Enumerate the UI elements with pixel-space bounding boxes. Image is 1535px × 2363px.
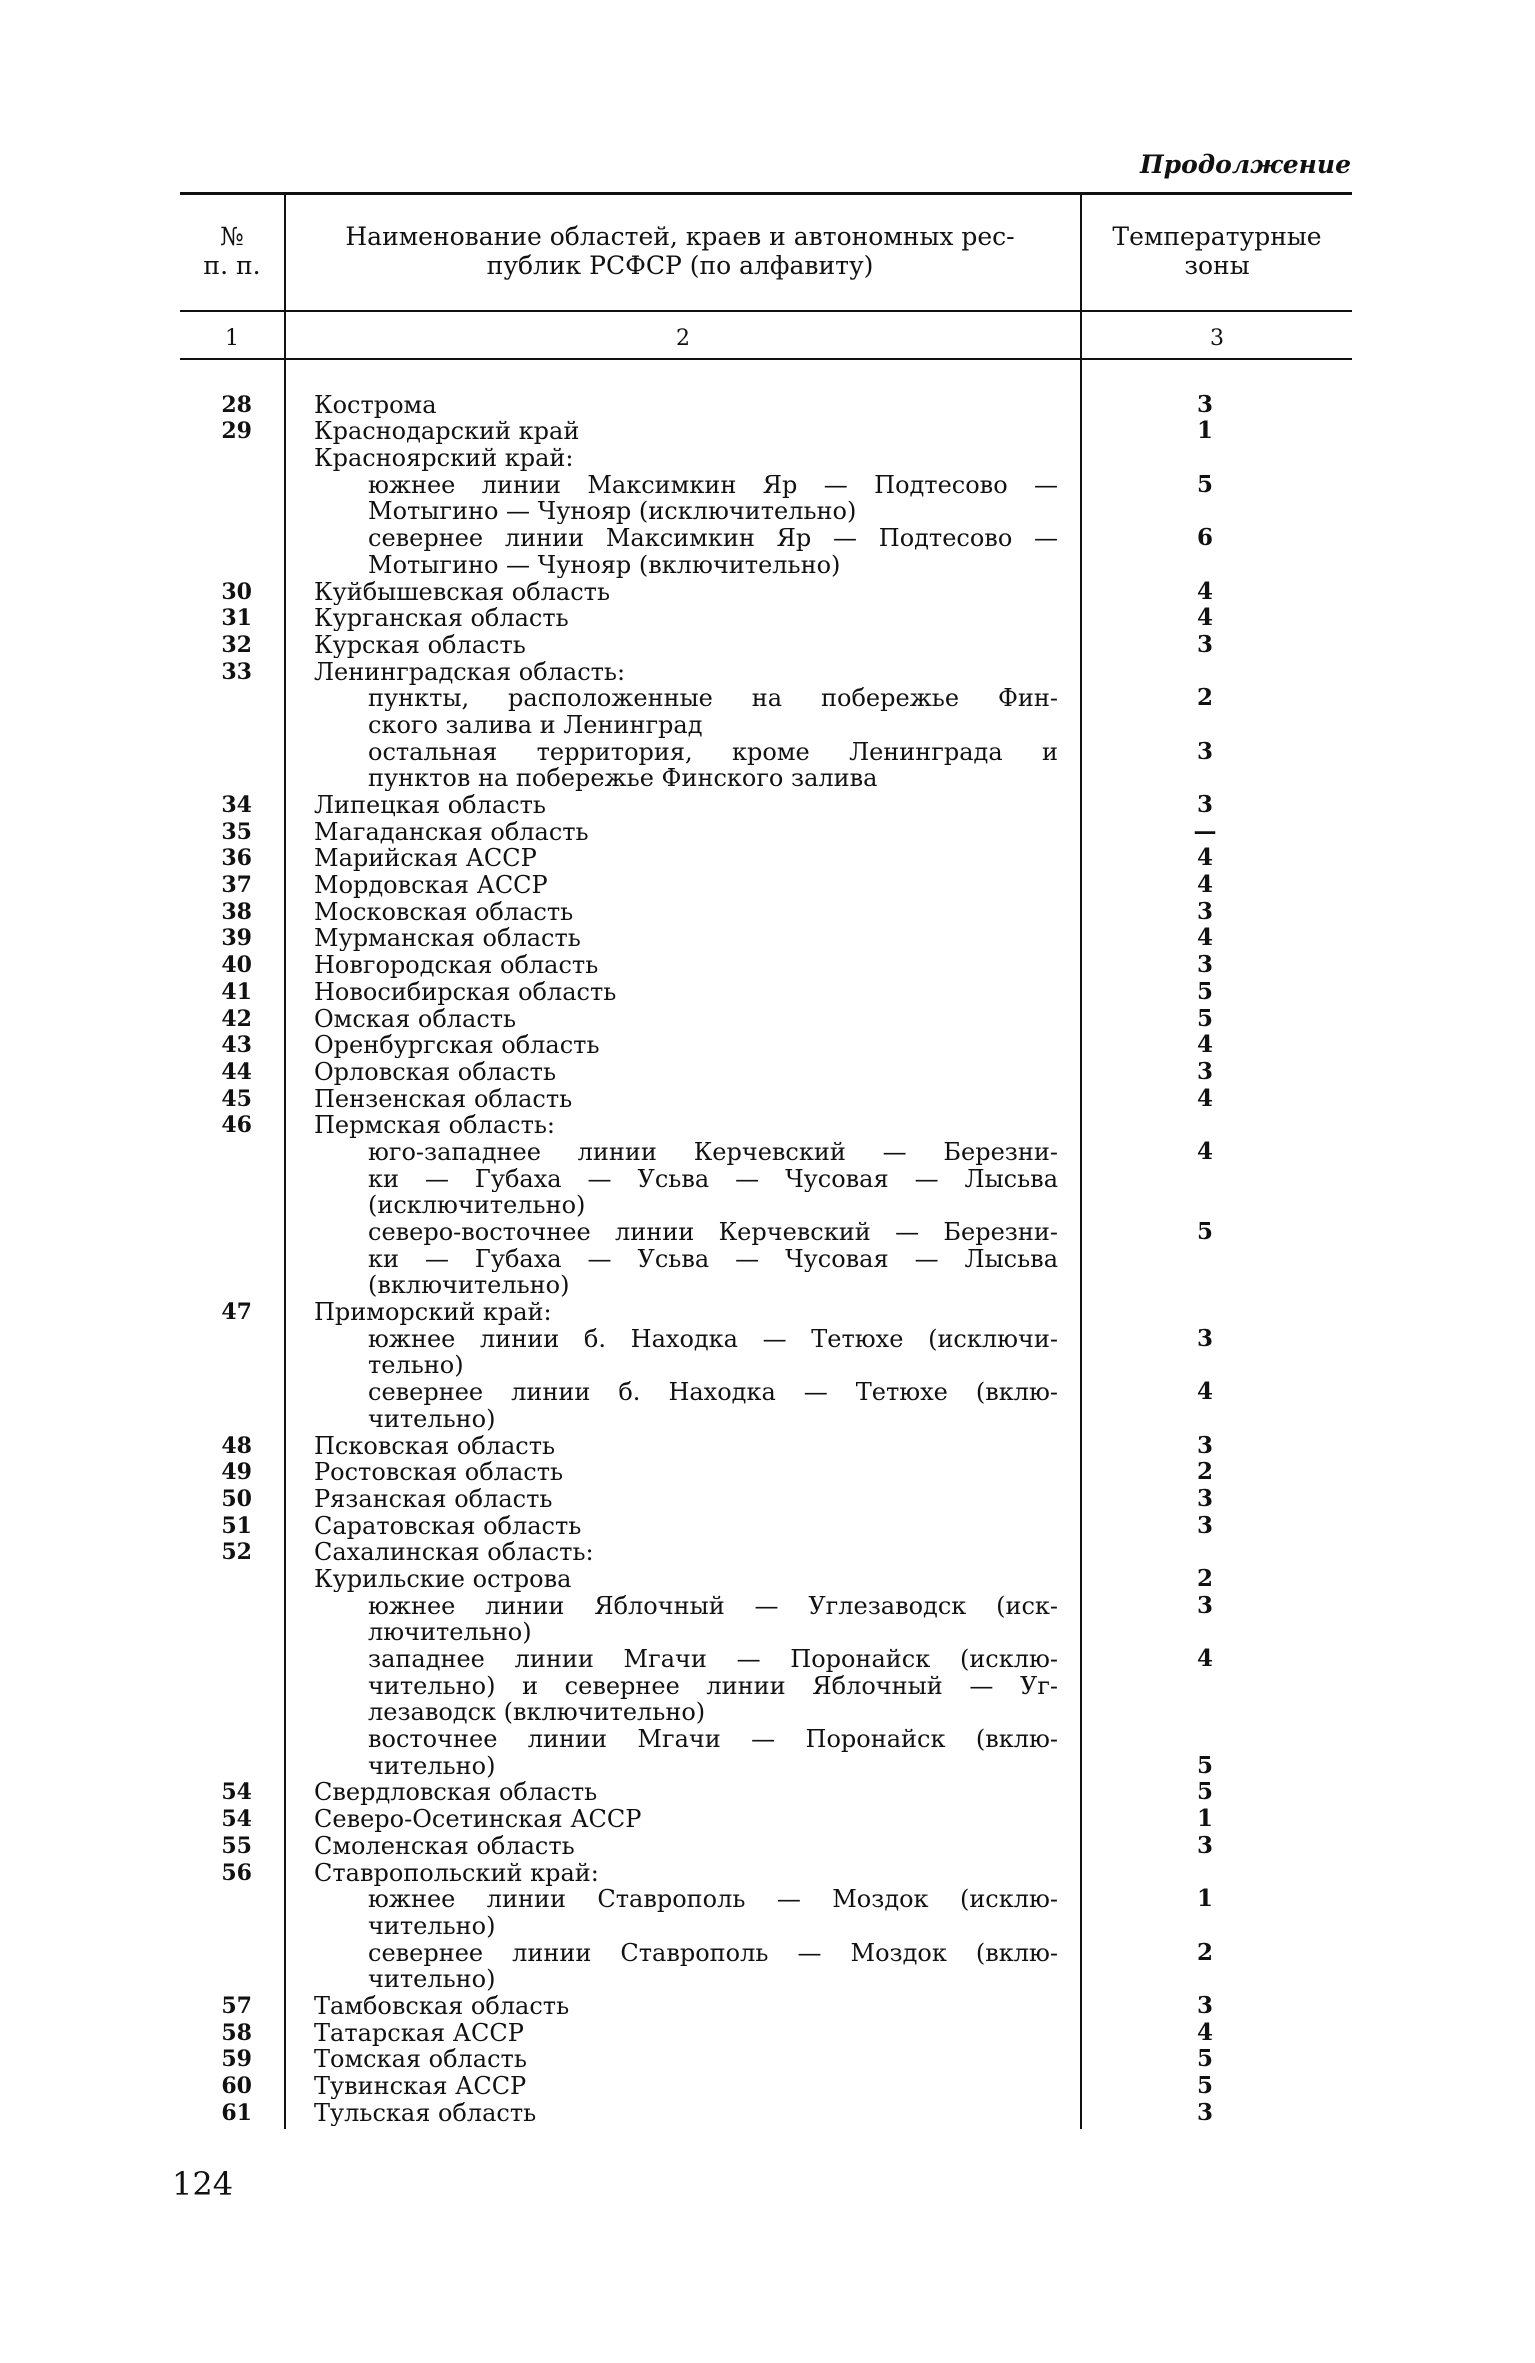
row-number: 33 [221, 658, 252, 685]
region-name: Краснодарский край [314, 418, 580, 445]
region-name: южнее линии Яблочный — Углезаводск (иск- [368, 1592, 1058, 1619]
region-name: Ростовская область [314, 1459, 564, 1486]
table-row [180, 685, 1352, 712]
row-number: 52 [221, 1539, 252, 1566]
region-name: Саратовская область [314, 1512, 582, 1539]
row-number: 48 [221, 1432, 252, 1459]
temperature-zone: 5 [1196, 470, 1213, 498]
temperature-zone: 3 [1196, 1431, 1213, 1459]
table-row [180, 1298, 1352, 1325]
region-name: Смоленская область [314, 1832, 575, 1859]
table-top-rule [180, 192, 1352, 195]
region-name: пунктов на побережье Финского залива [368, 765, 878, 792]
temperature-zone: 2 [1196, 1938, 1213, 1966]
table-row [180, 551, 1352, 578]
temperature-zone: 5 [1196, 1751, 1213, 1779]
temperature-zone: 4 [1196, 871, 1213, 899]
region-name: Пермская область: [314, 1112, 556, 1139]
table-row [180, 1645, 1352, 1672]
table-row [180, 1245, 1352, 1272]
row-number: 61 [221, 2099, 252, 2126]
row-number: 28 [221, 391, 252, 418]
temperature-zone: 2 [1196, 1458, 1213, 1486]
region-name: (включительно) [368, 1272, 570, 1299]
table-row [180, 1672, 1352, 1699]
table-row [180, 951, 1352, 978]
row-number: 45 [221, 1085, 252, 1112]
row-number: 40 [221, 952, 252, 979]
region-name: Оренбургская область [314, 1032, 600, 1059]
row-number: 43 [221, 1032, 252, 1059]
column-number-1: 1 [225, 326, 239, 351]
table-row [180, 1966, 1352, 1993]
table-row [180, 1565, 1352, 1592]
table-row [180, 1779, 1352, 1806]
table-row [180, 1218, 1352, 1245]
region-name: Ставропольский край: [314, 1859, 599, 1886]
region-name: западнее линии Мгачи — Поронайск (исклю- [368, 1646, 1058, 1672]
table-row [180, 2072, 1352, 2099]
header-number: № п. п. [203, 222, 261, 280]
table-row [180, 418, 1352, 445]
region-name: юго-западнее линии Керчевский — Березни- [368, 1138, 1058, 1165]
table-row [180, 925, 1352, 952]
region-name: пункты, расположенные на побережье Фин- [368, 685, 1058, 712]
region-name: южнее линии Максимкин Яр — Подтесово — [368, 471, 1058, 498]
table-row [180, 1832, 1352, 1859]
region-name: Курская область [314, 631, 526, 658]
region-name: (исключительно) [368, 1192, 586, 1219]
table-row [180, 1352, 1352, 1379]
row-number: 31 [221, 605, 252, 632]
table-row [180, 1699, 1352, 1726]
region-name: Мотыгино — Чунояр (включительно) [368, 551, 841, 578]
temperature-zone: 3 [1196, 1511, 1213, 1539]
temperature-zone: 4 [1196, 1084, 1213, 1112]
region-name: Курганская область [314, 605, 569, 632]
table-row [180, 791, 1352, 818]
table-row [180, 1512, 1352, 1539]
table-row [180, 578, 1352, 605]
temperature-zone: 6 [1196, 524, 1213, 552]
region-name: севернее линии Максимкин Яр — Подтесово — [368, 525, 1058, 552]
region-name: чительно) [368, 1966, 496, 1993]
table-row [180, 765, 1352, 792]
region-name: Омская область [314, 1005, 517, 1032]
row-number: 57 [221, 1992, 252, 2019]
temperature-zone: 1 [1196, 1805, 1213, 1833]
table-row [180, 1752, 1352, 1779]
temperature-zone: 4 [1196, 1645, 1213, 1672]
table-row [180, 2046, 1352, 2073]
temperature-zone: 5 [1196, 1004, 1213, 1032]
temperature-zone: 4 [1196, 844, 1213, 872]
header-zone: Температурные зоны [1112, 222, 1322, 280]
table-row [180, 658, 1352, 685]
region-name: тельно) [368, 1352, 464, 1379]
region-name: Свердловская область [314, 1779, 598, 1806]
table-row [180, 391, 1352, 418]
table-row [180, 1432, 1352, 1459]
table-row [180, 631, 1352, 658]
table-row [180, 1192, 1352, 1219]
region-name: Курильские острова [314, 1565, 572, 1592]
temperature-zone: 3 [1196, 1591, 1213, 1619]
row-number: 58 [221, 2019, 252, 2046]
table-row [180, 1912, 1352, 1939]
table-row [180, 1592, 1352, 1619]
temperature-zone: 3 [1196, 390, 1213, 418]
row-number: 54 [221, 1779, 252, 1806]
region-name: ского залива и Ленинград [368, 711, 703, 738]
temperature-zone: 3 [1196, 737, 1213, 765]
region-name: Приморский край: [314, 1299, 552, 1326]
region-name: лючительно) [368, 1619, 532, 1646]
table-row [180, 1032, 1352, 1059]
region-name: Тульская область [314, 2099, 537, 2126]
region-name: Новгородская область [314, 952, 599, 979]
table-row [180, 1112, 1352, 1139]
table-row [180, 1459, 1352, 1486]
row-number: 37 [221, 872, 252, 899]
region-name: севернее линии Ставрополь — Моздок (вклю- [368, 1939, 1058, 1966]
row-number: 34 [221, 792, 252, 818]
temperature-zone: 3 [1196, 1484, 1213, 1512]
region-name: Куйбышевская область [314, 578, 611, 605]
temperature-zone: 3 [1196, 2098, 1213, 2126]
table-row [180, 1886, 1352, 1913]
table-row [180, 1619, 1352, 1646]
table-row [180, 1939, 1352, 1966]
region-name: чительно) [368, 1752, 496, 1779]
table-row [180, 1058, 1352, 1085]
temperature-zone: 1 [1196, 1885, 1213, 1913]
row-number: 29 [221, 418, 252, 445]
region-name: Красноярский край: [314, 445, 574, 472]
region-name: южнее линии Ставрополь — Моздок (исклю- [368, 1886, 1058, 1913]
table-row [180, 1539, 1352, 1566]
table-row [180, 1085, 1352, 1112]
temperature-zone: 4 [1196, 577, 1213, 605]
row-number: 32 [221, 631, 252, 658]
table-row [180, 1859, 1352, 1886]
temperature-zone: 1 [1196, 417, 1213, 445]
temperature-zone: 5 [1196, 2045, 1213, 2073]
temperature-zone: 5 [1196, 1218, 1213, 1245]
region-name: Московская область [314, 898, 574, 925]
region-name: Ленинградская область: [314, 658, 626, 685]
row-number: 54 [221, 1806, 252, 1833]
table-row [180, 1165, 1352, 1192]
temperature-zone: — [1193, 817, 1217, 845]
table-row [180, 498, 1352, 525]
region-name: Кострома [314, 391, 437, 418]
table-row [180, 1138, 1352, 1165]
row-number: 46 [221, 1112, 252, 1139]
temperature-zone: 3 [1196, 951, 1213, 979]
region-name: Северо-Осетинская АССР [314, 1806, 642, 1833]
table-row [180, 444, 1352, 471]
region-name: Рязанская область [314, 1485, 553, 1512]
region-name: ки — Губаха — Усьва — Чусовая — Лысьва [368, 1165, 1058, 1192]
table-row [180, 978, 1352, 1005]
temperature-zone: 3 [1196, 630, 1213, 658]
header-bottom-rule [180, 310, 1352, 312]
row-number: 36 [221, 845, 252, 872]
region-name: восточнее линии Мгачи — Поронайск (вклю- [368, 1726, 1058, 1753]
table-body [180, 391, 1352, 2126]
table-row [180, 1992, 1352, 2019]
row-number: 49 [221, 1459, 252, 1486]
region-name: чительно) и севернее линии Яблочный — Уг- [368, 1672, 1058, 1699]
table-row [180, 1805, 1352, 1832]
row-number: 51 [221, 1512, 252, 1539]
temperature-zone: 3 [1196, 1991, 1213, 2019]
row-number: 30 [221, 578, 252, 605]
region-name: ки — Губаха — Усьва — Чусовая — Лысьва [368, 1245, 1058, 1272]
region-name: Марийская АССР [314, 845, 537, 872]
row-number: 56 [221, 1859, 252, 1886]
column-numbers-rule [180, 358, 1352, 360]
column-number-2: 2 [676, 326, 690, 351]
row-number: 55 [221, 1832, 252, 1859]
region-name: Мордовская АССР [314, 872, 548, 899]
region-name: лезаводск (включительно) [368, 1699, 706, 1726]
row-number: 42 [221, 1005, 252, 1032]
row-number: 60 [221, 2073, 252, 2099]
table-row [180, 871, 1352, 898]
temperature-zone: 3 [1196, 1057, 1213, 1085]
region-name: Мотыгино — Чунояр (исключительно) [368, 498, 857, 525]
region-name: северо-восточнее линии Керчевский — Березни- [368, 1219, 1058, 1245]
table-row [180, 1405, 1352, 1432]
temperature-zone: 3 [1196, 897, 1213, 925]
region-name: Тувинская АССР [314, 2073, 527, 2099]
row-number: 35 [221, 818, 252, 845]
temperature-zone: 4 [1196, 1378, 1213, 1406]
table-row [180, 711, 1352, 738]
table-row [180, 2099, 1352, 2126]
continued-label: Продолжение [1140, 150, 1351, 179]
table-row [180, 1485, 1352, 1512]
region-name: Псковская область [314, 1432, 556, 1459]
row-number: 39 [221, 925, 252, 952]
temperature-zone: 4 [1196, 2018, 1213, 2046]
region-name: Новосибирская область [314, 978, 617, 1005]
table-row [180, 2019, 1352, 2046]
region-name: Татарская АССР [314, 2019, 524, 2046]
page-number: 124 [172, 2165, 234, 2203]
temperature-zone: 2 [1196, 1564, 1213, 1592]
region-name: чительно) [368, 1405, 496, 1432]
column-number-3: 3 [1210, 326, 1224, 351]
row-number: 38 [221, 898, 252, 925]
header-name: Наименование областей, краев и автономных рес- публик РСФСР (по алфавиту) [345, 222, 1015, 280]
table-row [180, 524, 1352, 551]
region-name: южнее линии б. Находка — Тетюхе (исключи- [368, 1325, 1058, 1352]
region-name: Сахалинская область: [314, 1539, 594, 1566]
region-name: Пензенская область [314, 1085, 573, 1112]
table-row [180, 1325, 1352, 1352]
temperature-zone: 5 [1196, 977, 1213, 1005]
temperature-zone: 4 [1196, 1031, 1213, 1059]
temperature-zone: 3 [1196, 791, 1213, 818]
row-number: 44 [221, 1058, 252, 1085]
region-name: Томская область [314, 2046, 527, 2073]
table-row [180, 1378, 1352, 1405]
table-row [180, 738, 1352, 765]
row-number: 59 [221, 2046, 252, 2073]
temperature-zone: 3 [1196, 1831, 1213, 1859]
table-row [180, 1272, 1352, 1299]
table-row [180, 845, 1352, 872]
region-name: Магаданская область [314, 818, 589, 845]
table-row [180, 1005, 1352, 1032]
temperature-zone: 5 [1196, 2072, 1213, 2099]
region-name: остальная территория, кроме Ленинграда и [368, 738, 1058, 765]
table-row [180, 1725, 1352, 1752]
region-name: чительно) [368, 1912, 496, 1939]
temperature-zone: 4 [1196, 924, 1213, 952]
region-name: Липецкая область [314, 792, 546, 818]
region-name: севернее линии б. Находка — Тетюхе (вклю- [368, 1379, 1058, 1406]
temperature-zone: 2 [1196, 684, 1213, 712]
row-number: 47 [221, 1299, 252, 1326]
table-row [180, 818, 1352, 845]
row-number: 50 [221, 1485, 252, 1512]
temperature-zone: 4 [1196, 604, 1213, 632]
table-row [180, 898, 1352, 925]
row-number: 41 [221, 978, 252, 1005]
temperature-zone: 5 [1196, 1778, 1213, 1806]
temperature-zone: 4 [1196, 1137, 1213, 1165]
region-name: Мурманская область [314, 925, 581, 952]
table-row [180, 605, 1352, 632]
table-row [180, 471, 1352, 498]
region-name: Тамбовская область [314, 1992, 570, 2019]
temperature-zone: 3 [1196, 1324, 1213, 1352]
region-name: Орловская область [314, 1058, 557, 1085]
